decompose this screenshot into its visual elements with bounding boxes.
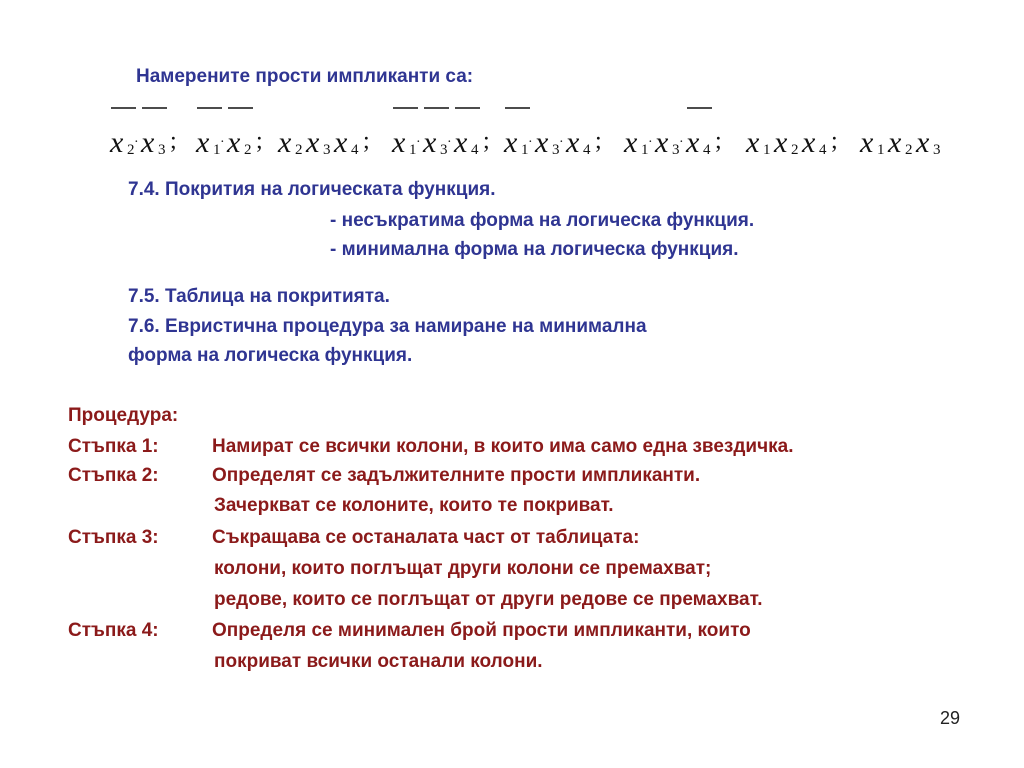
step3-continuation-1: колони, които поглъщат други колони се премахват; bbox=[214, 558, 712, 579]
step4-text: Определя се минимален брой прости импликанти, които bbox=[212, 620, 751, 641]
variable-subscript: 2 bbox=[127, 142, 135, 158]
variable-x: x bbox=[196, 126, 210, 159]
procedure-title: Процедура: bbox=[68, 405, 179, 426]
variable-x: x bbox=[774, 126, 788, 159]
variable-x: x bbox=[141, 126, 155, 159]
step1-text: Намират се всички колони, в които има само една звездичка. bbox=[212, 436, 794, 457]
semicolon: ; bbox=[831, 128, 838, 154]
semicolon: ; bbox=[483, 128, 490, 154]
variable-x: x bbox=[227, 126, 241, 159]
section-7-6-line2: форма на логическа функция. bbox=[128, 345, 413, 366]
multiplication-dot: · bbox=[134, 135, 139, 150]
multiplication-dot: · bbox=[416, 135, 421, 150]
variable-subscript: 1 bbox=[213, 142, 221, 158]
step3-continuation-2: редове, които се поглъщат от други редове се премахват. bbox=[214, 589, 763, 610]
variable-subscript: 1 bbox=[521, 142, 529, 158]
implicants-heading: Намерените прости импликанти са: bbox=[136, 66, 474, 87]
page-number: 29 bbox=[940, 708, 961, 728]
semicolon: ; bbox=[715, 128, 722, 154]
variable-subscript: 4 bbox=[471, 142, 479, 158]
variable-subscript: 1 bbox=[877, 142, 885, 158]
multiplication-dot: · bbox=[528, 135, 533, 150]
multiplication-dot: · bbox=[220, 135, 225, 150]
variable-subscript: 3 bbox=[933, 142, 941, 158]
semicolon: ; bbox=[256, 128, 263, 154]
variable-subscript: 2 bbox=[905, 142, 913, 158]
variable-subscript: 2 bbox=[295, 142, 303, 158]
section-7-4-title: 7.4. Покрития на логическата функция. bbox=[128, 179, 496, 200]
multiplication-dot: · bbox=[447, 135, 452, 150]
variable-x: x bbox=[306, 126, 320, 159]
variable-x: x bbox=[860, 126, 874, 159]
variable-x: x bbox=[916, 126, 930, 159]
variable-x: x bbox=[686, 126, 700, 159]
variable-x: x bbox=[802, 126, 816, 159]
step4-label: Стъпка 4: bbox=[68, 620, 159, 641]
variable-x: x bbox=[888, 126, 902, 159]
variable-x: x bbox=[746, 126, 760, 159]
step1-label: Стъпка 1: bbox=[68, 436, 159, 457]
section-7-4-sub1: - несъкратима форма на логическа функция. bbox=[330, 210, 755, 231]
multiplication-dot: · bbox=[559, 135, 564, 150]
section-7-6-line1: 7.6. Евристична процедура за намиране на минимална bbox=[128, 316, 647, 337]
variable-subscript: 1 bbox=[641, 142, 649, 158]
variable-x: x bbox=[454, 126, 468, 159]
semicolon: ; bbox=[595, 128, 602, 154]
variable-x: x bbox=[535, 126, 549, 159]
variable-x: x bbox=[278, 126, 292, 159]
multiplication-dot: · bbox=[679, 135, 684, 150]
variable-subscript: 2 bbox=[244, 142, 252, 158]
step4-continuation: покриват всички останали колони. bbox=[214, 651, 543, 672]
variable-x: x bbox=[566, 126, 580, 159]
variable-subscript: 3 bbox=[323, 142, 331, 158]
variable-subscript: 2 bbox=[791, 142, 799, 158]
variable-subscript: 4 bbox=[703, 142, 711, 158]
variable-subscript: 4 bbox=[819, 142, 827, 158]
section-7-4-sub2: - минимална форма на логическа функция. bbox=[330, 239, 739, 260]
variable-subscript: 1 bbox=[409, 142, 417, 158]
variable-x: x bbox=[655, 126, 669, 159]
variable-x: x bbox=[334, 126, 348, 159]
variable-x: x bbox=[110, 126, 124, 159]
variable-x: x bbox=[624, 126, 638, 159]
semicolon: ; bbox=[363, 128, 370, 154]
variable-subscript: 3 bbox=[440, 142, 448, 158]
variable-x: x bbox=[504, 126, 518, 159]
step2-text: Определят се задължителните прости импликанти. bbox=[212, 465, 701, 486]
variable-subscript: 4 bbox=[583, 142, 591, 158]
variable-subscript: 3 bbox=[158, 142, 166, 158]
step3-label: Стъпка 3: bbox=[68, 527, 159, 548]
variable-x: x bbox=[423, 126, 437, 159]
semicolon: ; bbox=[170, 128, 177, 154]
variable-subscript: 4 bbox=[351, 142, 359, 158]
section-7-5: 7.5. Таблица на покритията. bbox=[128, 286, 390, 307]
step3-text: Съкращава се останалата част от таблицата: bbox=[212, 527, 640, 548]
variable-subscript: 3 bbox=[672, 142, 680, 158]
variable-subscript: 1 bbox=[763, 142, 771, 158]
variable-x: x bbox=[392, 126, 406, 159]
variable-subscript: 3 bbox=[552, 142, 560, 158]
implicants-formula bbox=[0, 0, 1024, 160]
multiplication-dot: · bbox=[648, 135, 653, 150]
step2-label: Стъпка 2: bbox=[68, 465, 159, 486]
step2-continuation: Зачеркват се колоните, които те покриват. bbox=[214, 495, 614, 516]
